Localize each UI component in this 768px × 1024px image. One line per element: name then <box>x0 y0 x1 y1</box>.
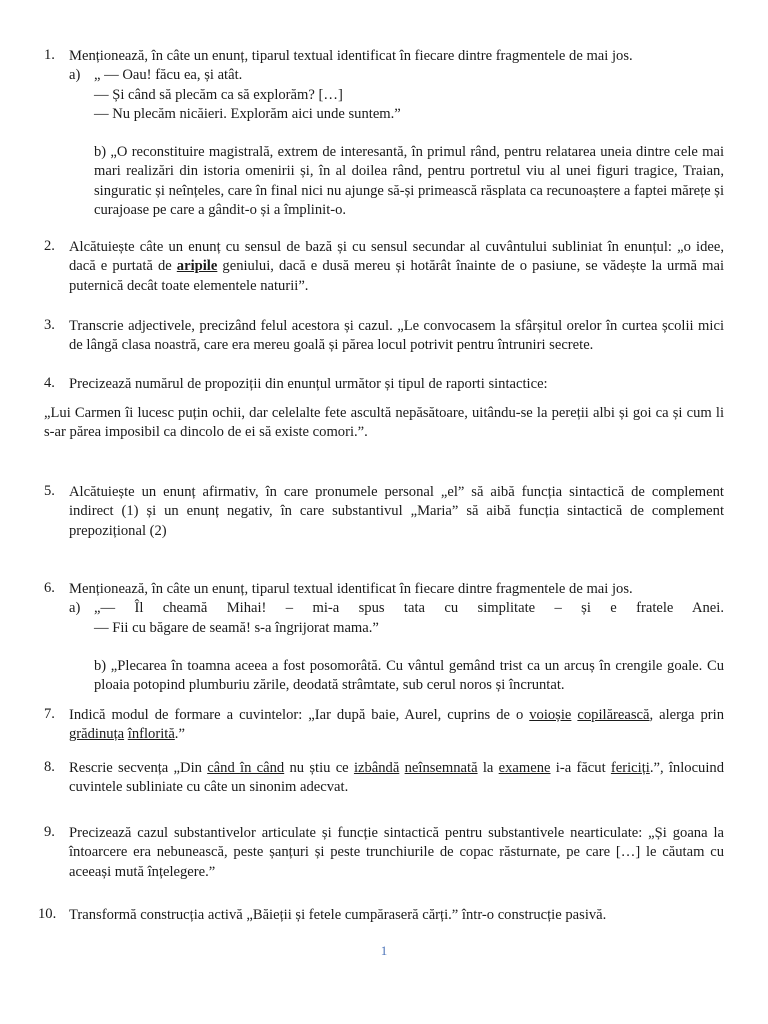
question-number: 1. <box>44 47 55 63</box>
question-text: Indică modul de formare a cuvintelor: „Iar după baie, Aurel, cuprins de o voioșie copilărească, alerga prin grădinuța înflorită.” <box>69 707 724 743</box>
question-text: Transformă construcția activă „Băieții și fetele cumpăraseră cărți.” într-o construcție pasivă. <box>69 907 607 923</box>
question-number: 5. <box>44 483 55 499</box>
subpoint-label-a: a) <box>69 600 81 617</box>
question-text: Rescrie secvența „Din când în când nu știu ce izbândă neînsemnată la examene i-a făcut fericiți.”, înlocuind cuvintele subliniate cu câte un sinonim adecvat. <box>69 760 724 796</box>
question-3 <box>44 317 724 356</box>
question-number: 6. <box>44 580 55 596</box>
question-number: 8. <box>44 759 55 775</box>
underlined-word: copilărească <box>577 707 650 723</box>
question-10 <box>38 906 724 925</box>
underlined-word: examene <box>498 760 551 776</box>
underlined-word: grădinuța <box>69 726 125 743</box>
question-text: Menționează, în câte un enunț, tiparul textual identificat în fiecare dintre fragmentele de mai jos. <box>69 48 633 64</box>
subpoint-label-a: a) <box>69 67 81 84</box>
question-4 <box>44 375 724 394</box>
underlined-word: înflorită <box>127 726 175 743</box>
underlined-word: izbândă <box>353 760 400 776</box>
fragment-b: b) „O reconstituire magistrală, extrem de interesantă, în primul rând, pentru relatarea uneia dintre cele mai mari realizări din istoria omenirii și, în al doilea rând, pentru portretul viu al unei figuri tragice, Traian, singuratic și neînțeles, care în final nici nu ajunge să-și primească răsplata ca recunoaștere a faptei mărețe și curajoase pe care a gândit-o și a împlinit-o. <box>94 144 724 219</box>
question-4-quote: „Lui Carmen îi lucesc puțin ochii, dar celelalte fete ascultă nepăsătoare, uitându-se la pereții albi și goi ca și cum li s-ar părea imposibil ca dincolo de ei să existe comori.”. <box>44 405 724 441</box>
question-5 <box>44 483 724 541</box>
underlined-word: aripile <box>176 258 218 275</box>
fragment-a-line-1: „ — Oau! făcu ea, și atât. <box>94 67 243 84</box>
fragment-a-line-3: — Nu plecăm nicăieri. Explorăm aici unde suntem.” <box>94 105 401 122</box>
question-number: 3. <box>44 317 55 333</box>
question-text: Transcrie adjectivele, precizând felul acestora și cazul. „Le convocasem la sfârșitul orelor în curtea școlii mici de lângă clasa noastră, care era mereu goală și părea locul potrivit pentru întruniri secrete. <box>69 318 724 354</box>
question-1 <box>44 47 724 220</box>
page-number: 1 <box>380 943 388 958</box>
fragment-a-line-1: „— Îl cheamă Mihai! – mi-a spus tata cu simplitate – și e fratele Anei. <box>94 600 724 617</box>
question-number: 9. <box>44 824 55 840</box>
question-8 <box>44 759 724 798</box>
question-text: Alcătuiește câte un enunț cu sensul de bază și cu sensul secundar al cuvântului subliniat în enunțul: „o idee, dacă e purtată de aripile geniului, dacă e dusă mereu și hotărât înainte de o pasiune, se vădește la urmă mai puternică decât toate elementele naturii”. <box>69 239 724 294</box>
fragment-b: b) „Plecarea în toamna aceea a fost posomorâtă. Cu vântul gemând trist ca un arcuș în crengile goale. Cu ploaia potopind plumburiu zările, deodată strâmtate, sub cerul noros și încruntat. <box>94 657 724 694</box>
fragment-a-line-2: — Și când să plecăm ca să explorăm? […] <box>94 86 343 103</box>
underlined-word: fericiți <box>610 760 650 776</box>
question-9 <box>44 824 724 882</box>
question-2 <box>44 238 724 296</box>
question-text: Menționează, în câte un enunț, tiparul textual identificat în fiecare dintre fragmentele de mai jos. <box>69 581 633 597</box>
question-text: Alcătuiește un enunț afirmativ, în care pronumele personal „el” să aibă funcția sintactică de complement indirect (1) și un enunț negativ, în care substantivul „Maria” să aibă funcția sintactică de complement prepozițional (2) <box>69 484 724 539</box>
question-number: 10. <box>38 906 57 922</box>
underlined-word: voioșie <box>529 707 572 723</box>
fragment-a-line-2: — Fii cu băgare de seamă! s-a îngrijorat mama.” <box>94 619 379 636</box>
question-number: 2. <box>44 238 55 254</box>
question-6 <box>44 580 724 695</box>
question-7 <box>44 706 724 745</box>
underlined-word: neînsemnată <box>404 760 478 776</box>
question-text: Precizează numărul de propoziții din enunțul următor și tipul de raporti sintactice: <box>69 376 548 392</box>
question-text: Precizează cazul substantivelor articulate și funcție sintactică pentru substantivele nearticulate: „Și goana la întoarcere era nebunească, peste șanțuri și peste trunchiurile de copac răsturnate, pe care […] le căutam cu aceeași mută înțelegere.” <box>69 825 724 880</box>
question-number: 4. <box>44 375 55 391</box>
underlined-word: când în când <box>207 760 285 776</box>
question-number: 7. <box>44 706 55 722</box>
